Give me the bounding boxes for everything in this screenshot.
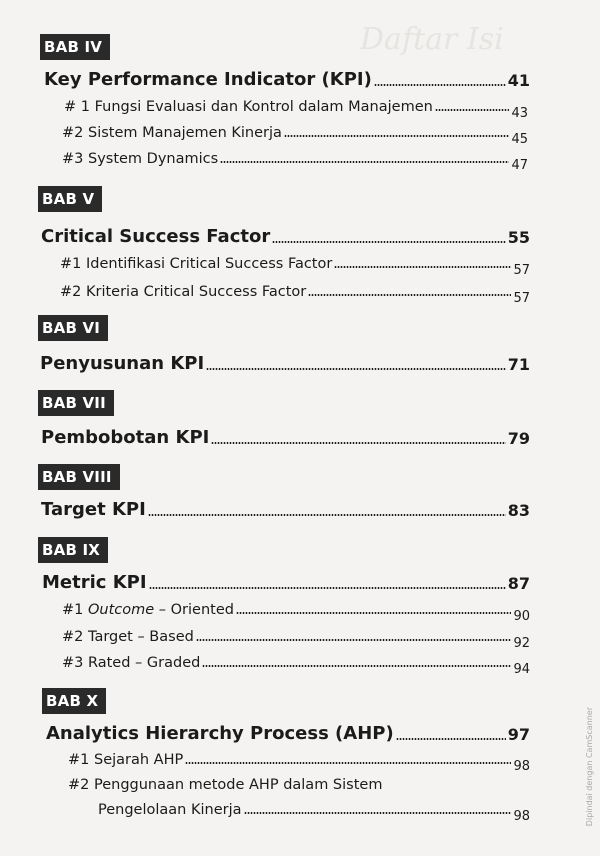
chapter-penyusunan[interactable]: [40, 353, 530, 374]
page-number: 83: [507, 501, 530, 520]
page-number: 87: [507, 574, 530, 593]
leader-dots: [148, 514, 506, 516]
chapter-title: Metric KPI: [42, 572, 147, 593]
leader-dots: [196, 639, 512, 641]
leader-dots: [396, 738, 506, 740]
subitem-title: #1 Identifikasi Critical Success Factor: [60, 256, 333, 272]
chapter-title: Analytics Hierarchy Process (AHP): [46, 723, 394, 744]
leader-dots: [206, 368, 506, 370]
bab-x-label: BAB X: [42, 688, 106, 714]
leader-dots: [202, 665, 511, 667]
chapter-metric[interactable]: [42, 572, 530, 593]
subitem-title: #2 Sistem Manajemen Kinerja: [62, 125, 282, 141]
subitem-title: #2 Kriteria Critical Success Factor: [60, 284, 307, 300]
chapter-target[interactable]: [41, 499, 530, 520]
bab-ix-label: BAB IX: [38, 537, 108, 563]
page-number: 57: [513, 263, 530, 278]
toc-subitem[interactable]: [62, 629, 530, 651]
page-number: 90: [513, 609, 530, 624]
page-number: 98: [513, 809, 530, 824]
leader-dots: [236, 612, 511, 614]
chapter-title: Key Performance Indicator (KPI): [44, 69, 372, 90]
toc-subitem[interactable]: [64, 99, 528, 121]
leader-dots: [220, 161, 509, 163]
subitem-title-line1[interactable]: #2 Penggunaan metode AHP dalam Sistem: [68, 777, 383, 793]
chapter-pembobotan[interactable]: [41, 427, 530, 448]
chapter-title: Critical Success Factor: [41, 226, 271, 247]
subitem-number: #1: [62, 602, 84, 618]
leader-dots: [149, 587, 506, 589]
toc-subitem[interactable]: [68, 752, 530, 774]
chapter-title: Pembobotan KPI: [41, 427, 210, 448]
page-number: 41: [507, 71, 530, 90]
page-number: 45: [511, 132, 528, 147]
subitem-title: #3 Rated – Graded: [62, 655, 201, 671]
toc-subitem[interactable]: [62, 151, 528, 173]
toc-subitem[interactable]: [60, 284, 530, 306]
page-number: 97: [507, 725, 530, 744]
leader-dots: [244, 812, 512, 814]
page-number: 43: [511, 106, 528, 121]
subitem-title: #1 Sejarah AHP: [68, 752, 184, 768]
page-number: 47: [511, 158, 528, 173]
leader-dots: [284, 135, 510, 137]
bab-v-label: BAB V: [38, 186, 102, 212]
page-number: 57: [513, 291, 530, 306]
toc-subitem[interactable]: [62, 125, 528, 147]
leader-dots: [308, 294, 511, 296]
toc-subitem[interactable]: [60, 256, 530, 278]
leader-dots: [211, 442, 505, 444]
chapter-title: Penyusunan KPI: [40, 353, 205, 374]
chapter-kpi[interactable]: [44, 69, 530, 90]
chapter-ahp[interactable]: [46, 723, 530, 744]
subitem-title: #3 System Dynamics: [62, 151, 219, 167]
subitem-title-line2: Pengelolaan Kinerja: [98, 802, 242, 818]
chapter-title: Target KPI: [41, 499, 146, 520]
leader-dots: [334, 266, 511, 268]
page-number: 94: [513, 662, 530, 677]
page-number: 98: [513, 759, 530, 774]
bab-iv-label: BAB IV: [40, 34, 110, 60]
leader-dots: [435, 109, 510, 111]
chapter-csf[interactable]: [41, 226, 530, 247]
toc-subitem[interactable]: [62, 602, 530, 624]
page-number: 55: [507, 228, 530, 247]
scanner-watermark: Dipindai dengan CamScanner: [585, 706, 594, 826]
leader-dots: [185, 762, 511, 764]
subitem-italic-word: Outcome: [87, 602, 155, 618]
leader-dots: [374, 84, 506, 86]
subitem-title: [62, 602, 234, 618]
subitem-rest: – Oriented: [154, 602, 234, 618]
toc-subitem[interactable]: [62, 655, 530, 677]
page-number: 71: [507, 355, 530, 374]
bab-vi-label: BAB VI: [38, 315, 108, 341]
subitem-title: #2 Target – Based: [62, 629, 194, 645]
page-number: 79: [507, 429, 530, 448]
bab-vii-label: BAB VII: [38, 390, 114, 416]
subitem-title: # 1 Fungsi Evaluasi dan Kontrol dalam Manajemen: [64, 99, 433, 115]
bab-viii-label: BAB VIII: [38, 464, 120, 490]
leader-dots: [272, 241, 506, 243]
toc-subitem[interactable]: [98, 802, 530, 824]
bleed-through-text: Daftar Isi: [360, 22, 504, 57]
page-number: 92: [513, 636, 530, 651]
